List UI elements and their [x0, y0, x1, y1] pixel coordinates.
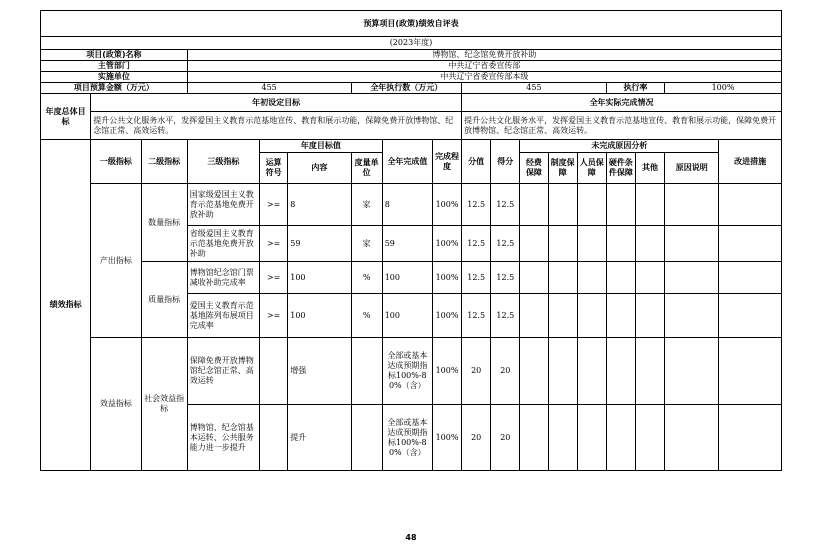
dept-value: 中共辽宁省委宣传部: [187, 61, 781, 72]
reason-cell: [520, 226, 548, 262]
reason-cell: [665, 294, 719, 338]
reason-cell: [635, 226, 664, 262]
unit-cell: %: [351, 294, 382, 338]
project-name-value: 博物馆、纪念馆免费开放补助: [187, 50, 781, 61]
header-level2: 二级指标: [141, 140, 187, 184]
level3-indicator: 国家级爱国主义教育示范基地免费开放补助: [187, 184, 259, 226]
measures-cell: [719, 184, 782, 226]
reason-cell: [577, 262, 606, 294]
content-cell: 8: [288, 184, 351, 226]
reason-cell: [665, 338, 719, 405]
actual-cell: 100: [382, 294, 432, 338]
actual-cell: 全部或基本达成预期指标100%-80%（含）: [382, 405, 432, 471]
degree-cell: 100%: [432, 405, 461, 471]
level2-quantity: 数量指标: [141, 184, 187, 262]
header-level1: 一级指标: [91, 140, 141, 184]
header-reason-system: 制度保障: [548, 153, 577, 184]
reason-cell: [577, 294, 606, 338]
unit-value: 中共辽宁省委宣传部本级: [187, 72, 781, 83]
reason-cell: [520, 405, 548, 471]
value-cell: 12.5: [462, 294, 491, 338]
rate-value: 100%: [665, 83, 782, 94]
level3-indicator: 博物馆、纪念馆基本运转、公共服务能力进一步提升: [187, 405, 259, 471]
reason-cell: [606, 184, 635, 226]
report-year: (2023年度): [41, 37, 782, 50]
initial-goal-text: 提升公共文化服务水平，发挥爱国主义教育示范基地宣传、教育和展示功能，保障免费开放博物馆、纪念馆正常、高效运转。: [91, 112, 462, 140]
op-cell: >=: [260, 262, 288, 294]
level3-indicator: 爱国主义教育示范基地陈列布展项目完成率: [187, 294, 259, 338]
degree-cell: 100%: [432, 262, 461, 294]
content-cell: 增强: [288, 338, 351, 405]
level1-output: 产出指标: [91, 184, 141, 338]
reason-cell: [548, 226, 577, 262]
page-number: 48: [405, 533, 417, 542]
reason-cell: [548, 262, 577, 294]
unit-cell: 家: [351, 184, 382, 226]
table-row: [41, 338, 782, 405]
value-cell: 20: [462, 405, 491, 471]
score-cell: 12.5: [491, 262, 520, 294]
reason-cell: [606, 294, 635, 338]
reason-cell: [520, 184, 548, 226]
initial-goal-header: 年初设定目标: [91, 94, 462, 112]
level3-indicator: 省级爱国主义教育示范基地免费开放补助: [187, 226, 259, 262]
reason-cell: [606, 226, 635, 262]
reason-cell: [577, 405, 606, 471]
exec-label: 全年执行数（万元）: [351, 83, 462, 94]
reason-cell: [520, 294, 548, 338]
unit-cell: [351, 338, 382, 405]
degree-cell: 100%: [432, 184, 461, 226]
header-actual: 全年完成值: [382, 140, 432, 184]
value-cell: 12.5: [462, 184, 491, 226]
budget-value: 455: [187, 83, 351, 94]
header-op: 运算符号: [260, 153, 288, 184]
unit-cell: 家: [351, 226, 382, 262]
level3-indicator: 博物馆纪念馆门票减收补助完成率: [187, 262, 259, 294]
budget-label: 项目预算金额（万元）: [41, 83, 188, 94]
score-cell: 12.5: [491, 294, 520, 338]
header-content: 内容: [288, 153, 351, 184]
content-cell: 100: [288, 262, 351, 294]
annual-goal-label: 年度总体目标: [41, 94, 91, 140]
table-row: [41, 184, 782, 226]
level2-quality: 质量指标: [141, 262, 187, 338]
reason-cell: [635, 262, 664, 294]
measures-cell: [719, 405, 782, 471]
reason-cell: [665, 405, 719, 471]
degree-cell: 100%: [432, 226, 461, 262]
reason-cell: [606, 405, 635, 471]
level3-indicator: 保障免费开放博物馆纪念馆正常、高效运转: [187, 338, 259, 405]
content-cell: 100: [288, 294, 351, 338]
evaluation-table: [40, 10, 782, 471]
measures-cell: [719, 262, 782, 294]
reason-cell: [520, 338, 548, 405]
dept-label: 主管部门: [41, 61, 188, 72]
op-cell: [260, 338, 288, 405]
reason-cell: [665, 184, 719, 226]
op-cell: [260, 405, 288, 471]
reason-cell: [548, 184, 577, 226]
reason-cell: [577, 338, 606, 405]
content-cell: 59: [288, 226, 351, 262]
evaluation-form: [40, 10, 782, 500]
header-reason-funding: 经费保障: [520, 153, 548, 184]
header-score: 得分: [491, 140, 520, 184]
actual-cell: 8: [382, 184, 432, 226]
level2-social: 社会效益指标: [141, 338, 187, 471]
reason-cell: [548, 294, 577, 338]
unit-cell: %: [351, 262, 382, 294]
header-reason-staff: 人员保障: [577, 153, 606, 184]
degree-cell: 100%: [432, 294, 461, 338]
level1-benefit: 效益指标: [91, 338, 141, 471]
actual-cell: 100: [382, 262, 432, 294]
reason-cell: [635, 338, 664, 405]
reason-cell: [606, 262, 635, 294]
value-cell: 12.5: [462, 226, 491, 262]
score-cell: 20: [491, 338, 520, 405]
project-name-label: 项目(政策)名称: [41, 50, 188, 61]
header-level3: 三级指标: [187, 140, 259, 184]
reason-cell: [635, 405, 664, 471]
rate-label: 执行率: [606, 83, 664, 94]
score-cell: 20: [491, 405, 520, 471]
op-cell: >=: [260, 294, 288, 338]
value-cell: 12.5: [462, 262, 491, 294]
indicators-section-label: 绩效指标: [41, 140, 91, 471]
degree-cell: 100%: [432, 338, 461, 405]
page-title: 预算项目(政策)绩效自评表: [41, 11, 782, 37]
measures-cell: [719, 338, 782, 405]
score-cell: 12.5: [491, 226, 520, 262]
actual-goal-text: 提升公共文化服务水平，发挥爱国主义教育示范基地宣传、教育和展示功能，保障免费开放博物馆、纪念馆正常、高效运转。: [462, 112, 782, 140]
op-cell: >=: [260, 184, 288, 226]
header-target-group: 年度目标值: [260, 140, 383, 153]
reason-cell: [577, 226, 606, 262]
table-row: [41, 262, 782, 294]
reason-cell: [665, 226, 719, 262]
reason-cell: [635, 184, 664, 226]
header-measures: 改进措施: [719, 140, 782, 184]
value-cell: 20: [462, 338, 491, 405]
unit-label: 实施单位: [41, 72, 188, 83]
reason-cell: [548, 405, 577, 471]
header-reason-note: 原因说明: [665, 153, 719, 184]
exec-value: 455: [462, 83, 607, 94]
actual-cell: 59: [382, 226, 432, 262]
op-cell: >=: [260, 226, 288, 262]
reason-cell: [577, 184, 606, 226]
reason-cell: [606, 338, 635, 405]
content-cell: 提升: [288, 405, 351, 471]
header-reason-other: 其他: [635, 153, 664, 184]
actual-goal-header: 全年实际完成情况: [462, 94, 782, 112]
unit-cell: [351, 405, 382, 471]
reason-cell: [665, 262, 719, 294]
measures-cell: [719, 294, 782, 338]
reason-cell: [635, 294, 664, 338]
header-unit: 度量单位: [351, 153, 382, 184]
measures-cell: [719, 226, 782, 262]
reason-cell: [548, 338, 577, 405]
header-reasons-group: 未完成原因分析: [520, 140, 719, 153]
score-cell: 12.5: [491, 184, 520, 226]
header-degree: 完成程度: [432, 140, 461, 184]
header-score-value: 分值: [462, 140, 491, 184]
actual-cell: 全部或基本达成预期指标100%-80%（含）: [382, 338, 432, 405]
header-reason-hardware: 硬件条件保障: [606, 153, 635, 184]
reason-cell: [520, 262, 548, 294]
